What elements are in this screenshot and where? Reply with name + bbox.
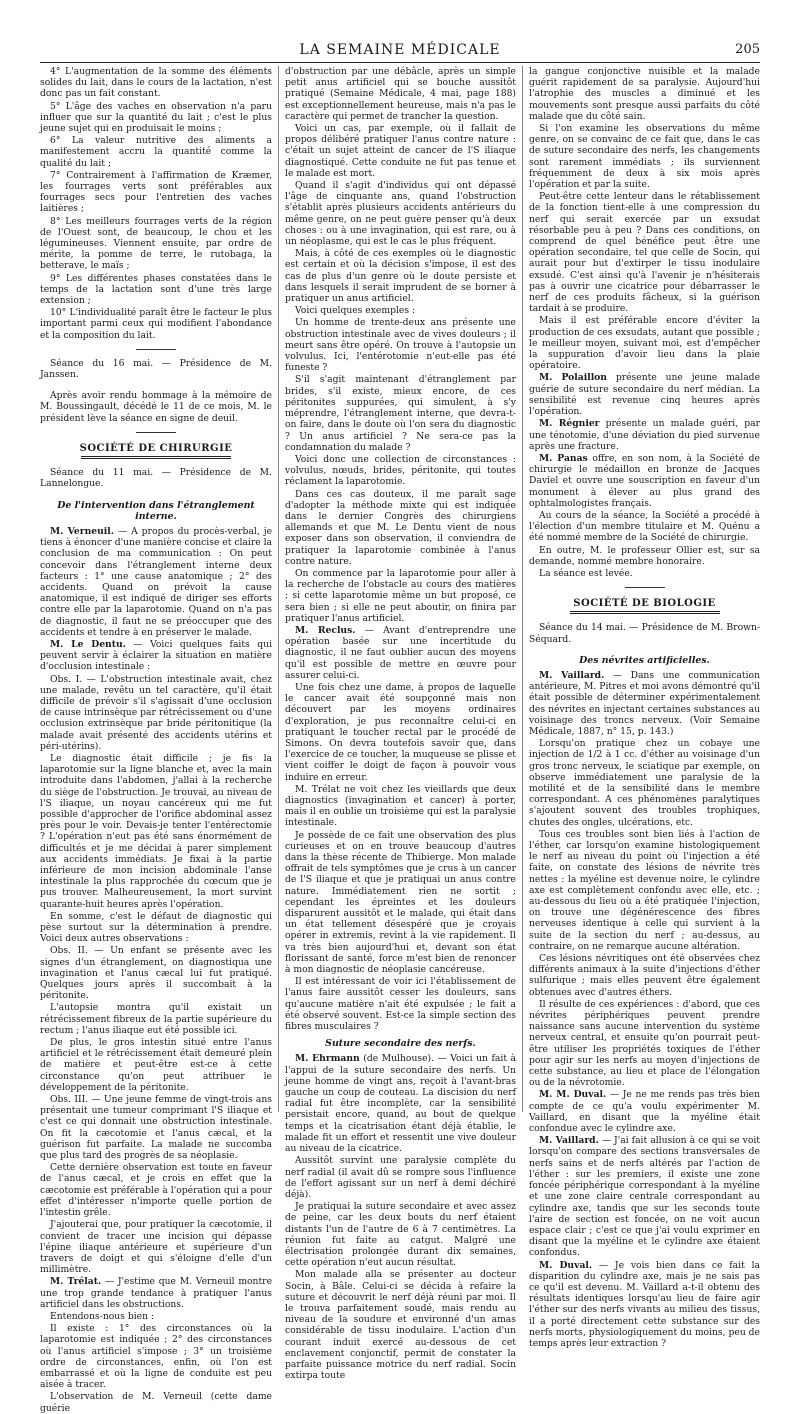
paragraph: Mon malade alla se présenter au docteur Socin, à Bâle. Celui-ci se décida à refaire la suture et découvrit le nerf déjà réuni par moi. Il le trouva parfaitement soudé, mais rendu au niveau de la soudure et environné d'un amas considérable de tissu inodulaire. L'action d'un courant induit exercé au-dessous de cet enclavement conjonctif, permit de constater la parfaite puissance motrice du nerf radial. Socin extirpa toute: [285, 1269, 516, 1382]
paragraph: [529, 1260, 760, 1350]
speaker-name: M. Reclus.: [295, 624, 356, 636]
speaker-text: — Voici quelques faits qui peuvent servir à éclairer la situation en matière d'occlusion intestinale :: [40, 638, 273, 673]
paragraph: En outre, M. le professeur Ollier est, sur sa demande, nommé membre honoraire.: [529, 544, 760, 567]
list-item: 6° La valeur nutritive des aliments a manifestement accru la quantité comme la qualité du lait ;: [40, 135, 272, 169]
paragraph: Obs. III. — Une jeune femme de vingt-trois ans présentait une tumeur comprimant l'S iliaque et c'est ce qui donnait une obstruction intestinale. On fit la cæcotomie et l'anus cæcal, et la guérison fut parfaite. La malade ne succomba que plus tard des progrès de sa néoplasie.: [40, 1094, 272, 1162]
speaker-text: — Je vois bien dans ce fait la disparition du cylindre axe, mais je ne sais pas ce qu'il est devenu. M. Vaillard a-t-il obtenu des résultats identiques lorsqu'au lieu de faire agir l'éther sur des nerfs vivants au milieu des tissus, il a porté directement cette substance sur des nerfs morts, physiologiquement du moins, peu de temps après leur extraction ?: [529, 1259, 760, 1349]
speaker-text: — Dans une communication antérieure, M. Pitres et moi avons démontré qu'il était possible de déterminer expérimentalement des névrites en injectant certaines substances au voisinage des troncs nerveux. (Voir Semaine Médicale, 1887, n° 15, p. 143.): [529, 669, 760, 737]
list-item: 8° Les meilleurs fourrages verts de la région de l'Ouest sont, de beaucoup, le chou et les légumineuses. Viennent ensuite, par ordre de mérite, la pomme de terre, le rutobaga, la betterave, le maïs ;: [40, 215, 272, 272]
paragraph: Quand il s'agit d'individus qui ont dépassé l'âge de cinquante ans, quand l'obstruction s'établit après plusieurs accidents antérieurs du même genre, on ne peut guère penser qu'à deux choses : ou à une invagination, qui est rare, ou à un néoplasme, qui est le cas le plus fréquent.: [285, 180, 516, 248]
speaker-text: — J'estime que M. Verneuil montre une trop grande tendance à pratiquer l'anus artificiel dans les obstructions.: [40, 1276, 273, 1310]
speaker-name: M. Le Dentu.: [50, 638, 126, 650]
speaker-name: M. Régnier: [539, 418, 600, 430]
paragraph: Voici quelques exemples :: [295, 305, 416, 317]
speaker-text: (de Mulhouse). — Voici un fait à l'appui de la suture secondaire des nerfs. Un jeune homme de vingt ans, reçoit à l'avant-bras gauche un coup de couteau. La discision du nerf radial fut être incomplète, car la sensibilité persistait encore, quand, au bout de quelque temps et la cicatrisation étant déjà établie, le malade fit un effort et ressentit une vive douleur au niveau de la cicatrice.: [285, 1053, 517, 1155]
speaker-text: — Avant d'entreprendre une opération basée sur une incertitude du diagnostic, il ne faut oublier aucun des moyens qu'il est possible de mettre en œuvre pour assurer celui-ci.: [285, 624, 516, 681]
column-1: [34, 66, 278, 1414]
column-2: [278, 66, 522, 1382]
speaker-text: offre, en son nom, à la Société de chirurgie le médaillon en bronze de Jacques Daviel et ouvre une souscription en faveur d'un monument à élever au plus grand des ophtalmologistes français.: [529, 452, 760, 509]
paragraph: Je possède de ce fait une observation des plus curieuses et on en trouve beaucoup d'autres dans la thèse récente de Thibierge. Mon malade offrait de tels symptômes que je crus à un cancer de l'S iliaque et que je pratiquai un anus contre nature. Immédiatement rien ne sortit ; cependant les épreintes et les douleurs disparurent aussitôt et le malade, qui était dans un état tellement désespéré que je croyais opérer in extremis, revint à la vie rapidement. Il va très bien aujourd'hui et, devant son état florissant de santé, force m'est bien de renoncer à mon diagnostic de néoplasie cancéreuse.: [285, 829, 516, 976]
speaker-name: M. Polaillon: [539, 372, 607, 384]
paragraph: Un homme de trente-deux ans présente une obstruction intestinale avec de vives douleurs ; il meurt sans être opéré. On trouve à l'autopsie un volvulus. Ici, l'entérotomie n'eut-elle pas été funeste ?: [285, 317, 516, 374]
list-item: 9° Les différentes phases constatées dans le temps de la lactation sont d'une très large extension ;: [40, 272, 272, 307]
paragraph: La séance est levée.: [539, 567, 633, 579]
seance-line: Séance du 11 mai. — Présidence de M. Lannelongue.: [40, 467, 272, 490]
paragraph: Il est intéressant de voir ici l'établissement de l'anus faire aussitôt cesser les douleurs, sans qu'aucune matière n'ait été expulsée ; le fait a été observé souvent. Est-ce la simple section des fibres musculaires ?: [285, 976, 516, 1033]
list-item: 5° L'âge des vaches en observation n'a paru influer que sur la quantité du lait ; c'est le plus jeune sujet qui en produisait le moins ;: [40, 100, 272, 135]
seance-line: Séance du 16 mai. — Présidence de M. Janssen.: [40, 357, 272, 381]
paragraph: [40, 526, 272, 638]
paragraph: Le diagnostic était difficile ; je fis la laparotomie sur la ligne blanche et, avec la main introduite dans l'abdomen, j'allai à la recherche du siège de l'obstruction. Je trouvai, au niveau de l'S iliaque, un noyau cancéreux qui me fut possible d'approcher de l'orifice abdominal assez près pour le voir. Devais-je tenter l'entérectomie ? L'opération n'eut pas été sans énormément de difficultés et je me décidai à parer simplement aux accidents immédiats. Je fixai à la partie inférieure de mon incision abdominale l'anse intestinale la plus rapprochée du cœcum que je pus trouver. Malheureusement, la mort survint quarante-huit heures après l'opération.: [40, 752, 272, 910]
page-header: [40, 40, 760, 63]
paragraph: Mais il est préférable encore d'éviter la production de ces exsudats, autant que possible ; le meilleur moyen, suivant moi, est d'empêcher la suppuration d'avoir lieu dans la plaie opératoire.: [529, 315, 760, 372]
paragraph: [529, 670, 760, 737]
paragraph: Entendons-nous bien :: [50, 1310, 155, 1322]
paragraph: S'il s'agit maintenant d'étranglement par brides, s'il existe, mieux encore, de ces péritonites suppurées, qui simulent, à s'y méprendre, l'étranglement interne, que devra-t-on faire, dans le doute où l'on sera du diagnostic ? Un anus artificiel ? Ne sera-ce pas la condamnation du malade ?: [285, 374, 516, 453]
list-item: 10° L'individualité paraît être le facteur le plus important parmi ceux qui modifient l'abondance et la composition du lait.: [40, 307, 272, 341]
paragraph: [529, 453, 760, 509]
paragraph: Tous ces troubles sont bien liés à l'action de l'éther, car lorsqu'on examine histologiquement le nerf au niveau du point où l'injection a été faite, on constate des lésions de névrite très nettes : la myéline est devenue noire, le cylindre axe est complètement confondu avec elle, etc. ; au-dessous du lieu où a été pratiquée l'injection, on trouve une dégénérescence des fibres nerveuses identique à celle qui survient à la suite de la section du nerf ; au-dessus, au contraire, on ne remarque aucune altération.: [529, 828, 760, 952]
speaker-text: — Je ne me rends pas très bien compte de ce qu'a voulu expérimenter M. Vaillard, en disant que la myéline était confondue avec le cylindre axe.: [529, 1089, 761, 1135]
speaker-text: présente une jeune malade guérie de suture secondaire du nerf médian. La sensibilité est revenue cinq heures après l'opération.: [529, 372, 761, 418]
speaker-name: M. Verneuil.: [50, 525, 114, 537]
paragraph: Au cours de la séance, la Société a procédé à l'élection d'un membre titulaire et M. Quénu a été nommé membre de la Société de chirurgie.: [529, 509, 760, 544]
speaker-text: — A propos du procès-verbal, je tiens à énoncer d'une manière concise et claire la conclusion de ma communication : On peut concevoir dans l'étranglement interne deux facteurs : 1° une cause anatomique ; 2° des accidents. Quand on prévoit la cause anatomique, il est indiqué de diriger ses efforts contre elle par la laparotomie. Quand on n'a pas de diagnostic, il faut ne se préoccuper que des accidents et tendre à en préserver le malade.: [40, 525, 273, 638]
paragraph: Obs. II. — Un enfant se présente avec les signes d'un étranglement, on diagnostiqua une invagination et l'anus cæcal lui fut pratiqué. Quelques jours après il succombait à la péritonite.: [40, 945, 272, 1002]
paragraph: Si l'on examine les observations du même genre, on se convainc de ce fait que, dans le cas de suture secondaire des nerfs, les changements sont rarement immédiats ; ils surviennent fréquemment de deux à six mois après l'opération et par la suite.: [529, 123, 760, 191]
speaker-name: M. Duval.: [539, 1259, 593, 1271]
paragraph: Obs. I. — L'obstruction intestinale avait, chez une malade, revêtu un tel caractère, qu'il était difficile de prévoir s'il s'agissait d'une occlusion de cause intrinsèque par rétrécissement ou d'une occlusion extrinsèque par bride péritonitique (la malade avait présenté des accidents utérins et péri-utérins).: [40, 673, 272, 752]
article-subtitle: Des névrites artificielles.: [579, 654, 710, 666]
paragraph: L'autopsie montra qu'il existait un rétrécissement fibreux de la partie supérieure du rectum ; l'anus iliaque eut été possible ici.: [40, 1002, 272, 1036]
paragraph: [529, 1089, 760, 1134]
paragraph: Une fois chez une dame, à propos de laquelle le cancer avait été soupçonné mais non découvert par les moyens ordinaires d'exploration, je pus reconnaître celui-ci en pratiquant le toucher rectal par le procédé de Simons. On devra toutefois savoir que, dans l'exercice de ce toucher, la muqueuse se plisse et vient coiffer le doigt de façon à pouvoir vous induire en erreur.: [285, 681, 516, 783]
paragraph: [40, 639, 272, 673]
paragraph: [285, 625, 516, 681]
columns: [34, 66, 766, 1414]
list-item: 4° L'augmentation de la somme des éléments solides du lait, dans le cours de la lactation, n'est donc pas un fait constant.: [40, 66, 272, 100]
article-subtitle: De l'intervention dans l'étranglement interne.: [57, 499, 255, 522]
speaker-name: M. Ehrmann: [295, 1053, 360, 1065]
divider: [625, 587, 665, 588]
seance-line: Séance du 14 mai. — Présidence de M. Brown-Séquard.: [529, 622, 760, 645]
paragraph: De plus, le gros intestin situé entre l'anus artificiel et le rétrécissement était demeuré plein de matière et peut-être est-ce à cette circonstance qu'on peut attribuer le développement de la péritonite.: [40, 1037, 272, 1093]
paragraph: Voici un cas, par exemple, où il fallait de propos délibéré pratiquer l'anus contre nature : c'était un sujet atteint de cancer de l'S iliaque diagnostiqué. Cette conduite ne fut pas tenue et le malade est mort.: [285, 123, 516, 179]
paragraph: [40, 1276, 272, 1310]
paragraph: Après avoir rendu hommage à la mémoire de M. Boussingault, décédé le 11 de ce mois, M. le président lève la séance en signe de deuil.: [40, 390, 272, 424]
paragraph: On commence par la laparotomie pour aller à la recherche de l'obstacle au cours des matières ; si cette laparotomie même un but proposé, ce sera bien ; si elle ne peut aboutir, on finira par pratiquer l'anus artificiel.: [285, 567, 516, 624]
paragraph: Peut-être cette lenteur dans le rétablissement de la fonction tient-elle à une compression du nerf qui serait exercée par un exsudat résorbable peu à peu ? Dans ces conditions, on comprend de quel bénéfice peut être une opération secondaire, tel que celle de Socin, qui aurait pour but d'extirper le tissu inodulaire exsudé. C'est ainsi qu'à l'avenir je n'hésiterais pas à ouvrir une cicatrice pour débarrasser le nerf de ces produits fâcheux, si la guérison tardait à se produire.: [529, 191, 760, 315]
speaker-name: M. Vaillard.: [539, 669, 605, 681]
paragraph: Il existe : 1° des circonstances où la laparotomie est indiquée ; 2° des circonstances où l'anus artificiel s'impose ; 3° un troisième ordre de circonstances, enfin, où l'on est embarrassé et où la ligne de conduite est peu aisée à tracer.: [40, 1323, 272, 1391]
divider: [136, 432, 176, 433]
paragraph: [529, 418, 760, 452]
paragraph: [529, 1135, 760, 1258]
speaker-name: M. Vaillard.: [539, 1135, 599, 1147]
speaker-text: — J'ai fait allusion à ce qui se voit lorsqu'on compare des sections transversales de nerfs sains et de nerfs altérés par l'action de l'éther : sur les premiers, il existe une zone foncée périphérique correspondant à la myéline et une zone claire centrale correspondant au cylindre axe, tandis que sur les seconds toute l'aire de section est foncée, on ne voit aucun espace clair ; c'est ce que j'ai voulu exprimer en disant que la myéline et le cylindre axe étaient confondus.: [529, 1135, 760, 1259]
paragraph: d'obstruction par une débâcle, après un simple petit anus artificiel qui se bouche aussitôt pratiqué (Semaine Médicale, 4 mai, page 188) est exceptionnellement heureuse, mais n'a pas le caractère qui permet de trancher la question.: [285, 66, 516, 122]
speaker-name: M. Panas: [539, 452, 588, 464]
paragraph: [285, 1053, 516, 1154]
paragraph: Je pratiquai la suture secondaire et avec assez de peine, car les deux bouts du nerf étaient distants l'un de l'autre de 6 à 7 centimètres. La réunion fut faite au catgut. Malgré une électrisation prolongée durant dix semaines, cette opération n'eut aucun résultat.: [285, 1201, 516, 1269]
paragraph: J'ajouterai que, pour pratiquer la cæcotomie, il convient de tracer une incision qui dépasse l'épine iliaque antérieure et supérieure d'un travers de doigt et qui s'éloigne d'elle d'un millimètre.: [40, 1219, 272, 1276]
journal-title: LA SEMAINE MÉDICALE: [299, 42, 501, 58]
section-title-biologie: SOCIÉTÉ DE BIOLOGIE: [529, 598, 760, 614]
list-item: 7° Contrairement à l'affirmation de Kræmer, les fourrages verts sont préférables aux fourrages secs pour l'entretien des vaches laitières ;: [40, 169, 272, 215]
divider: [136, 349, 176, 350]
section-title-chirurgie: SOCIÉTÉ DE CHIRURGIE: [40, 443, 272, 459]
paragraph: L'observation de M. Verneuil (cette dame guérie: [40, 1391, 272, 1414]
column-3: [522, 66, 766, 1349]
paragraph: Voici donc une collection de circonstances : volvulus, nœuds, brides, péritonite, qui toutes réclament la laparotomie.: [285, 453, 516, 488]
page-number: 205: [735, 42, 760, 57]
article-subtitle: Suture secondaire des nerfs.: [325, 1038, 476, 1050]
paragraph: [529, 372, 760, 417]
paragraph: M. Trélat ne voit chez les vieillards que deux diagnostics (invagination et cancer) à porter, mais il en oublie un troisième qui est la paralysie intestinale.: [285, 783, 516, 829]
paragraph: Il résulte de ces expériences : d'abord, que ces névrites périphériques peuvent prendre naissance sans aucune intervention du système nerveux central, et ensuite qu'on pourrait peut-être utiliser les propriétés toxiques de l'éther pour agir sur les nerfs au moyen d'injections de cette substance, au lieu et place de l'élongation ou de la névrotomie.: [529, 998, 760, 1089]
paragraph: Lorsqu'on pratique chez un cobaye une injection de 1/2 à 1 cc. d'éther au voisinage d'un gros tronc nerveux, le sciatique par exemple, on observe immédiatement une paralysie de la motilité et de la sensibilité dans le membre correspondant. A ces phénomènes paralytiques s'ajoutent souvent des troubles trophiques, chutes des ongles, ulcérations, etc.: [529, 738, 760, 828]
speaker-name: M. M. Duval.: [539, 1089, 607, 1101]
paragraph: Mais, à côté de ces exemples où le diagnostic est certain et où la décision s'impose, il est des cas de plus d'un genre où le doute persiste et dans lesquels il serait imprudent de se borner à pratiquer un anus artificiel.: [285, 248, 516, 305]
paragraph: Aussitôt survint une paralysie complète du nerf radial (il avait dû se rompre sous l'influence de l'effort agissant sur un nerf à demi déchiré déjà).: [285, 1155, 516, 1200]
paragraph: En somme, c'est le défaut de diagnostic qui pèse surtout sur la détermination à prendre. Voici deux autres observations :: [40, 910, 272, 945]
paragraph: Dans ces cas douteux, il me paraît sage d'adopter la méthode mixte qui est indiquée dans le dernier Congrès des chirurgiens allemands et que M. Le Dentu vient de nous exposer dans son observation, il conviendra de pratiquer la laparotomie combinée à l'anus contre nature.: [285, 488, 516, 567]
speaker-name: M. Trélat.: [50, 1276, 102, 1288]
paragraph: Cette dernière observation est toute en faveur de l'anus cæcal, et je crois en effet que la cæcotomie est préférable à l'opération qui a pour effet d'intéresser n'importe quelle portion de l'intestin grêle.: [40, 1162, 272, 1219]
paragraph: la gangue conjonctive nuisible et la malade guérit rapidement de sa paralysie. Aujourd'hui l'atrophie des muscles a diminué et les mouvements sont presque aussi parfaits du côté malade que du côté sain.: [529, 66, 760, 122]
speaker-text: présente un malade guéri, par une ténotomie, d'une déviation du pied survenue après une fracture.: [529, 418, 761, 452]
paragraph: Ces lésions névritiques ont été observées chez différents animaux à la suite d'injections d'éther sulfurique ; mais elles peuvent être également obtenues avec d'autres éthers.: [529, 953, 760, 998]
